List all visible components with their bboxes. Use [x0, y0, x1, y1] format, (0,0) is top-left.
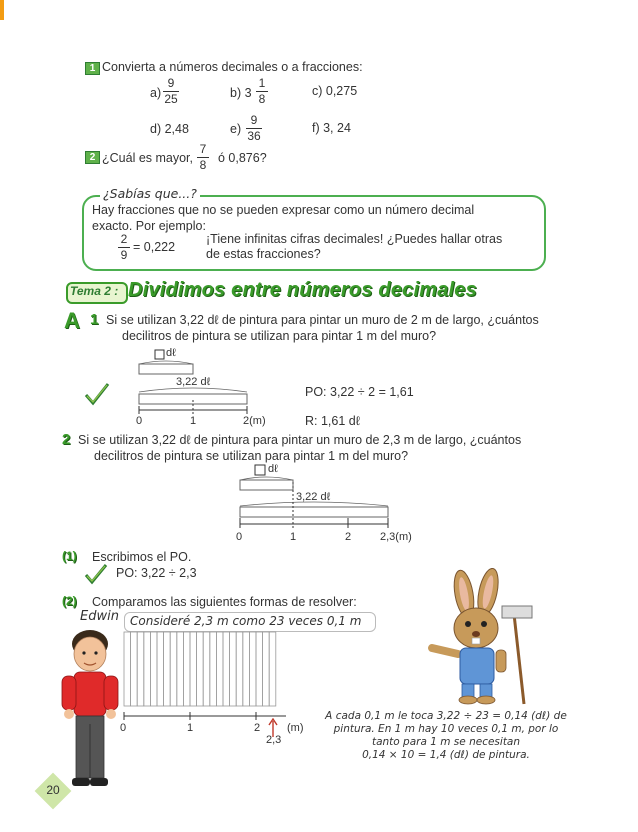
edwin-unit-label: (m): [287, 722, 304, 734]
tenth-stripe: [223, 632, 230, 706]
tenth-stripe: [183, 632, 190, 706]
sabias-note-1: ¡Tiene infinitas cifras decimales! ¿Puedes hallar otras: [206, 232, 503, 246]
sabias-line-2: exacto. Por ejemplo:: [92, 219, 206, 233]
tenth-stripe: [249, 632, 256, 706]
rabbit-note-line-1: A cada 0,1 m le toca 3,22 ÷ 23 = 0,14 (dℓ) de: [325, 710, 567, 722]
exercise-2-badge: 2: [85, 151, 100, 164]
fraction-denominator: 8: [258, 92, 266, 106]
edwin-end-label: 2,3: [266, 734, 282, 746]
check-icon: [84, 563, 108, 585]
ex1-b-label: b) 3: [230, 86, 252, 100]
ex1-c-label: c) 0,275: [312, 84, 358, 98]
page-edge-strip: [0, 0, 4, 20]
sabias-fraction: [118, 233, 130, 262]
exercise-1-prompt: Convierta a números decimales o a fracciones:: [102, 60, 363, 74]
ex1-a-fraction: [163, 77, 179, 106]
tenths-stripes: [124, 632, 276, 706]
rabbit-note-line-4: 0,14 × 10 = 1,4 (dℓ) de pintura.: [362, 749, 530, 761]
problem-1-line-2: decilitros de pintura se utilizan para pintar 1 m del muro?: [122, 329, 437, 343]
fraction-numerator: 9: [167, 76, 175, 90]
tenth-stripe: [150, 632, 157, 706]
ex1-f-label: f) 3, 24: [312, 121, 351, 135]
tenth-stripe: [170, 632, 177, 706]
edwin-shirt: [74, 672, 106, 716]
sabias-equation: = 0,222: [133, 240, 176, 254]
rabbit-arm: [432, 648, 458, 654]
brace-bottom: [139, 388, 247, 392]
section-a-letter: A: [64, 308, 80, 333]
diagram-2-total-label: 3,22 dℓ: [296, 491, 331, 503]
tenth-stripe: [137, 632, 144, 706]
diagram-2-tick-3: 2,3(m): [380, 531, 412, 543]
ex1-e-fraction: [246, 114, 262, 143]
unit-box-small: [255, 465, 265, 475]
edwin-name: Edwin: [80, 609, 119, 624]
tenth-stripe: [210, 632, 217, 706]
problem-2-line-1: Si se utilizan 3,22 dℓ de pintura para pintar un muro de 2,3 m de largo, ¿cuántos: [78, 433, 522, 447]
diagram-2-tick-2: 2: [345, 531, 352, 543]
edwin-bubble-text: Consideré 2,3 m como 23 veces 0,1 m: [130, 614, 362, 628]
sabias-note-2: de estas fracciones?: [206, 247, 321, 261]
page-number: 20: [46, 783, 60, 797]
tema-title: Dividimos entre números decimales: [128, 279, 477, 301]
diagram-1-tick-0: 0: [136, 415, 143, 427]
edwin-tick-2: 2: [254, 722, 261, 734]
step-1-text: Escribimos el PO.: [92, 550, 192, 564]
fraction-denominator: 9: [120, 248, 128, 262]
fraction-numerator: 9: [250, 113, 258, 127]
check-icon: [84, 382, 110, 406]
step-1-po: PO: 3,22 ÷ 2,3: [116, 566, 197, 580]
ex1-a-label: a): [150, 86, 162, 100]
sabias-line-1: Hay fracciones que no se pueden expresar como un número decimal: [92, 203, 475, 217]
problem-1-po: PO: 3,22 ÷ 2 = 1,61: [305, 385, 414, 399]
tenth-stripe: [236, 632, 243, 706]
fraction-denominator: 36: [247, 129, 261, 143]
tenth-stripe: [164, 632, 171, 706]
ex1-b-fraction: [256, 77, 268, 106]
tenth-stripe: [190, 632, 197, 706]
tenth-stripe: [203, 632, 210, 706]
fraction-denominator: 8: [199, 158, 207, 172]
diagram-1-total-label: 3,22 dℓ: [176, 376, 211, 388]
rabbit-note-line-2: pintura. En 1 m hay 10 veces 0,1 m, por lo: [333, 723, 559, 735]
tema-badge-label: Tema 2 :: [70, 284, 119, 298]
total-bar: [139, 394, 247, 404]
fraction-numerator: 1: [258, 76, 266, 90]
edwin-figure: [58, 628, 127, 798]
tenth-stripe: [131, 632, 138, 706]
sabias-que-title: ¿Sabías que...?: [100, 186, 200, 201]
unit-bar-top: [139, 364, 193, 374]
exercise-2-rest: ó 0,876?: [218, 151, 267, 165]
problem-2-badge: 2: [62, 431, 71, 448]
tenth-stripe: [124, 632, 131, 706]
diagram-2-tick-1: 1: [290, 531, 297, 543]
problem-1-answer: R: 1,61 dℓ: [305, 414, 360, 428]
problem-1-line-1: Si se utilizan 3,22 dℓ de pintura para pintar un muro de 2 m de largo, ¿cuántos: [106, 313, 539, 327]
tenth-stripe: [157, 632, 164, 706]
ex1-e-label: e): [230, 122, 242, 136]
paint-roller: [502, 606, 532, 618]
edwin-tenths-diagram: [120, 630, 320, 725]
problem-2-line-2: decilitros de pintura se utilizan para pintar 1 m del muro?: [94, 449, 409, 463]
exercise-2-prompt: ¿Cuál es mayor,: [102, 151, 194, 165]
diagram-2-tick-0: 0: [236, 531, 243, 543]
paint-roller-handle: [514, 614, 524, 704]
step-2-badge: (2): [62, 594, 77, 608]
step-1-badge: (1): [62, 549, 77, 563]
diagram-1-tick-1: 1: [190, 415, 197, 427]
problem-1-badge: 1: [90, 311, 99, 328]
total-bar: [240, 507, 388, 517]
edwin-face: [74, 637, 106, 671]
tenth-stripe: [243, 632, 250, 706]
tenth-stripe: [256, 632, 263, 706]
tenth-stripe: [197, 632, 204, 706]
unit-box-small: [155, 350, 164, 359]
exercise-1-badge: 1: [85, 62, 100, 75]
diagram-1-tick-2: 2(m): [243, 415, 266, 427]
unit-bar-top: [240, 480, 293, 490]
tenth-stripe: [216, 632, 223, 706]
tenth-stripe: [269, 632, 276, 706]
rabbit-note-line-3: tanto para 1 m se necesitan: [371, 736, 521, 748]
diagram-2-unit-label: dℓ: [268, 463, 278, 475]
rabbit-note: [322, 710, 570, 762]
edwin-tick-0: 0: [120, 722, 127, 734]
fraction-numerator: 7: [199, 142, 207, 156]
fraction-numerator: 2: [120, 232, 128, 246]
step-2-text: Comparamos las siguientes formas de resolver:: [92, 595, 357, 609]
diagram-1-unit-label: dℓ: [166, 347, 176, 359]
ex2-fraction: [197, 143, 209, 172]
fraction-denominator: 25: [164, 92, 178, 106]
tenth-stripe: [177, 632, 184, 706]
tenth-stripe: [144, 632, 151, 706]
ex1-d-label: d) 2,48: [150, 122, 189, 136]
edwin-tick-1: 1: [187, 722, 194, 734]
tenth-stripe: [230, 632, 237, 706]
rabbit-overalls: [460, 648, 494, 684]
rabbit-figure: [418, 568, 548, 708]
tenth-stripe: [263, 632, 270, 706]
